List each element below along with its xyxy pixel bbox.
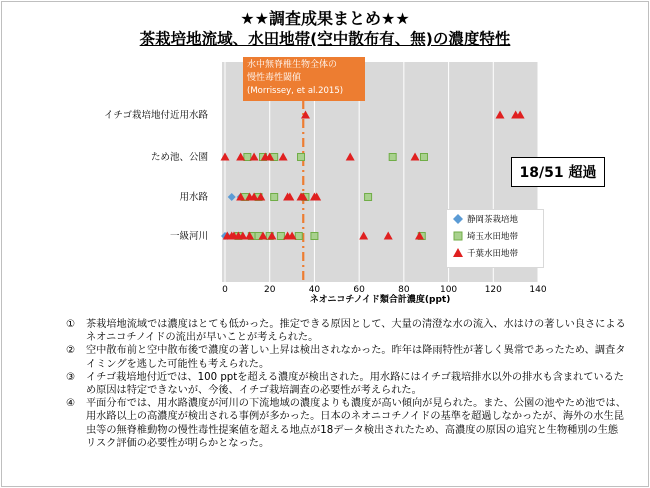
data-point-square (311, 233, 318, 240)
legend-label-saitama: 埼玉水田地帯 (467, 231, 519, 242)
finding-item (66, 344, 626, 370)
x-axis-label: ネオニコチノイド類合計濃度(ppt) (309, 295, 451, 305)
finding-number: ④ (66, 398, 76, 410)
finding-number: ③ (66, 371, 76, 383)
chart-legend (446, 209, 544, 268)
annotation-reference: (Morrissey, et al.2015) (247, 86, 344, 96)
x-tick-label: 120 (484, 285, 502, 295)
finding-number: ② (66, 345, 76, 357)
finding-item (66, 397, 626, 450)
x-tick-label: 100 (439, 285, 458, 295)
category-label: イチゴ栽培地付近用水路 (103, 110, 208, 121)
legend-item-saitama (447, 227, 543, 244)
data-point-square (420, 154, 427, 161)
data-point-square (389, 154, 396, 161)
data-point-square (298, 154, 305, 161)
legend-label-shizuoka: 静岡茶栽培地 (467, 214, 519, 225)
category-label: 用水路 (179, 192, 208, 203)
data-point-square (365, 194, 372, 201)
threshold-annotation (243, 57, 365, 101)
square-marker-icon (453, 231, 463, 241)
annotation-line2: 慢性毒性閾値 (247, 73, 302, 83)
x-tick-label: 40 (308, 285, 321, 295)
x-tick-label: 0 (222, 285, 228, 295)
data-point-square (244, 154, 251, 161)
finding-text: イチゴ栽培地付近では、100 pptを超える濃度が検出された。用水路にはイチゴ栽培排水以外の排水も含まれているため原因は特定できないが、今後、イチゴ栽培調査の必要性が考えられた。 (86, 371, 624, 397)
legend-item-shizuoka (447, 210, 543, 227)
data-point-square (271, 194, 278, 201)
annotation-line1: 水中無脊椎生物全体の (247, 60, 338, 70)
legend-label-chiba: 千葉水田地帯 (467, 248, 519, 259)
x-tick-label: 140 (529, 285, 547, 295)
triangle-marker-icon (453, 248, 463, 258)
x-tick-label: 80 (398, 285, 410, 295)
finding-text: 平面分布では、用水路濃度が河川の下流地域の濃度よりも濃度が高い傾向が見られた。また、公園の池やため池では、用水路以上の高濃度が検出される事例が多かった。日本のネオニコチノイドの基準を超過しなかったが、海外の水生昆虫等の無脊椎動物の慢性毒性提案値を超える地点が18データ検出されたため、高濃度の原因の追究と生物種別の生態リスク評価の必要性が明らかとなった。 (86, 398, 626, 449)
slide-subtitle-text: 茶栽培地流域、水田地帯(空中散布有、無)の濃度特性 (139, 30, 511, 48)
diamond-marker-icon (453, 214, 463, 224)
x-tick-label: 20 (263, 285, 276, 295)
x-tick-labels (222, 285, 547, 295)
legend-item-chiba (447, 244, 543, 261)
data-point-square (295, 233, 302, 240)
category-label: 一級河川 (169, 231, 208, 242)
finding-text: 空中散布前と空中散布後で濃度の著しい上昇は検出されなかった。昨年は降雨特性が著しく異常であったため、調査タイミングを逃した可能性も考えられた。 (86, 345, 626, 370)
finding-number: ① (66, 319, 76, 330)
x-tick-label: 60 (353, 285, 365, 295)
finding-item (66, 318, 626, 344)
findings-list (66, 318, 626, 450)
category-label: ため池、公園 (150, 152, 208, 163)
data-point-square (277, 233, 284, 240)
slide-title: ★★調査成果まとめ★★ (240, 9, 410, 28)
exceed-count-box: 18/51 超過 (511, 157, 605, 187)
finding-text: 茶栽培地流域では濃度はとても低かった。推定できる原因として、大量の清澄な水の流入、水はけの著しい良さによるネオニコチノイドの流出が早いことが考えられた。 (86, 319, 626, 344)
category-labels (104, 109, 209, 242)
finding-item (66, 371, 626, 397)
